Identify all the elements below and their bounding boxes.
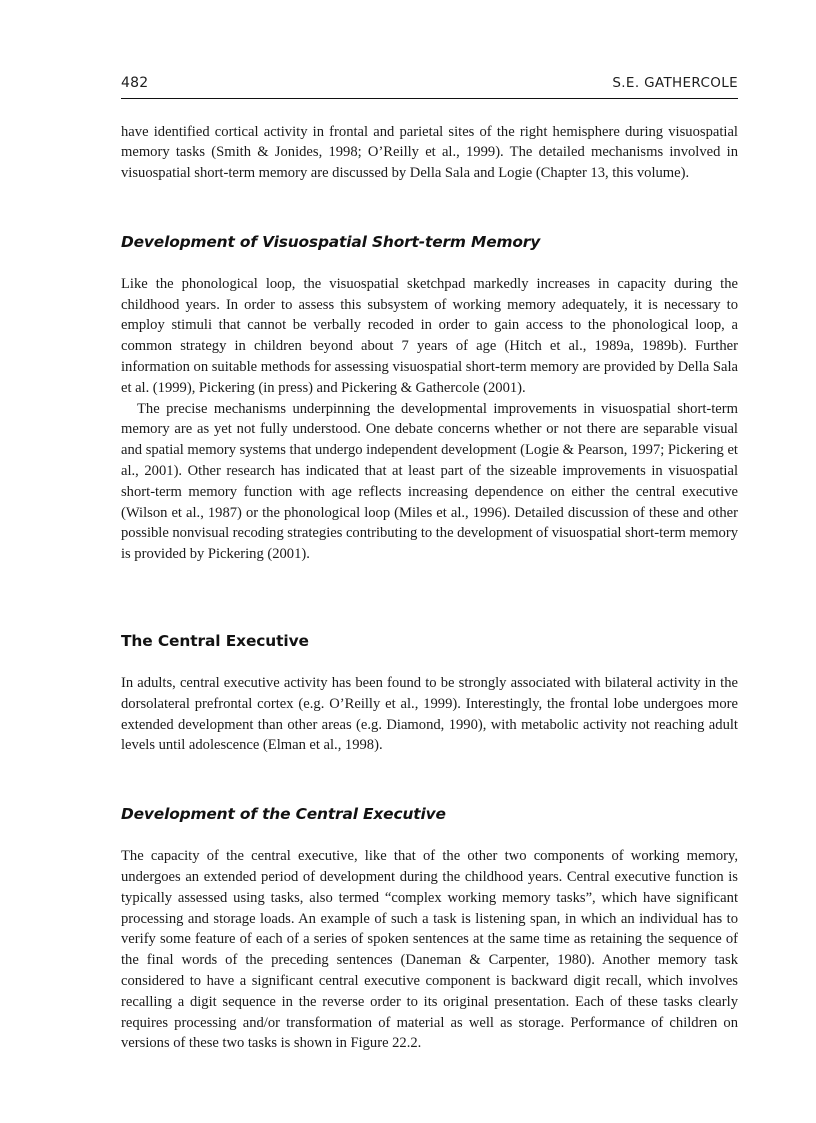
body-text	[121, 122, 738, 1055]
spacer	[121, 565, 738, 631]
running-head	[121, 76, 738, 98]
paragraph-visuospatial-1: Like the phonological loop, the visuospatial sketchpad markedly increases in capacity during the childhood years. In order to assess this subsystem of working memory adequately, it is necessary to employ stimuli that cannot be verbally recoded in order to gain access to the phonological loop, a common strategy in children beyond about 7 years of age (Hitch et al., 1989a, 1989b). Further information on suitable methods for assessing visuospatial short-term memory are provided by Della Sala et al. (1999), Pickering (in press) and Pickering & Gathercole (2001).	[121, 275, 738, 396]
spacer	[121, 184, 738, 232]
paragraph-visuospatial-2: The precise mechanisms underpinning the developmental improvements in visuospatial short-term memory are as yet not fully understood. One debate concerns whether or not there are separable visual and spatial memory systems that undergo independent development (Logie & Pearson, 1997; Pickering et al., 2001). Other research has indicated that at least part of the sizeable improvements in visuospatial short-term memory function with age reflects increasing dependence on either the central executive (Wilson et al., 1987) or the phonological loop (Miles et al., 1996). Detailed discussion of these and other possible nonvisual recoding strategies contributing to the development of visuospatial short-term memory is provided by Pickering (2001).	[121, 400, 738, 563]
paragraph-central-executive-development-1: The capacity of the central executive, like that of the other two components of working memory, undergoes an extended period of development during the childhood years. Central executive function is typically assessed using tasks, also termed “complex working memory tasks”, which have significant processing and storage loads. An example of such a task is listening span, in which an individual has to verify some feature of each of a series of spoken sentences at the same time as retaining the sequence of the final words of the preceding sentences (Daneman & Carpenter, 1980). Another memory task considered to have a significant central executive component is backward digit recall, which involves recalling a digit sequence in the reverse order to its original presentation. Each of these tasks clearly requires processing and/or transformation of material as well as storage. Performance of children on versions of these two tasks is shown in Figure 22.2.	[121, 848, 738, 1052]
paragraph-continued: have identified cortical activity in frontal and parietal sites of the right hemisphere during visuospatial memory tasks (Smith & Jonides, 1998; O’Reilly et al., 1999). The detailed mechanisms involved in visuospatial short-term memory are discussed by Della Sala and Logie (Chapter 13, this volume).	[121, 123, 738, 182]
spacer	[121, 756, 738, 804]
page-number: 482	[121, 75, 149, 91]
spacer	[121, 252, 738, 274]
running-head-title: S.E. GATHERCOLE	[612, 75, 738, 91]
page-content	[121, 76, 738, 1054]
spacer	[121, 824, 738, 846]
heading-the-central-executive: The Central Executive	[121, 632, 309, 651]
spacer	[121, 651, 738, 673]
heading-development-of-visuospatial-short-term-memory: Development of Visuospatial Short-term Memory	[121, 232, 541, 251]
heading-development-of-the-central-executive: Development of the Central Executive	[121, 805, 446, 824]
paragraph-central-executive-1: In adults, central executive activity has been found to be strongly associated with bilateral activity in the dorsolateral prefrontal cortex (e.g. O’Reilly et al., 1999). Interestingly, the frontal lobe undergoes more extended development than other areas (e.g. Diamond, 1990), with metabolic activity not reaching adult levels until adolescence (Elman et al., 1998).	[121, 675, 738, 754]
header-divider-rule	[121, 98, 738, 99]
